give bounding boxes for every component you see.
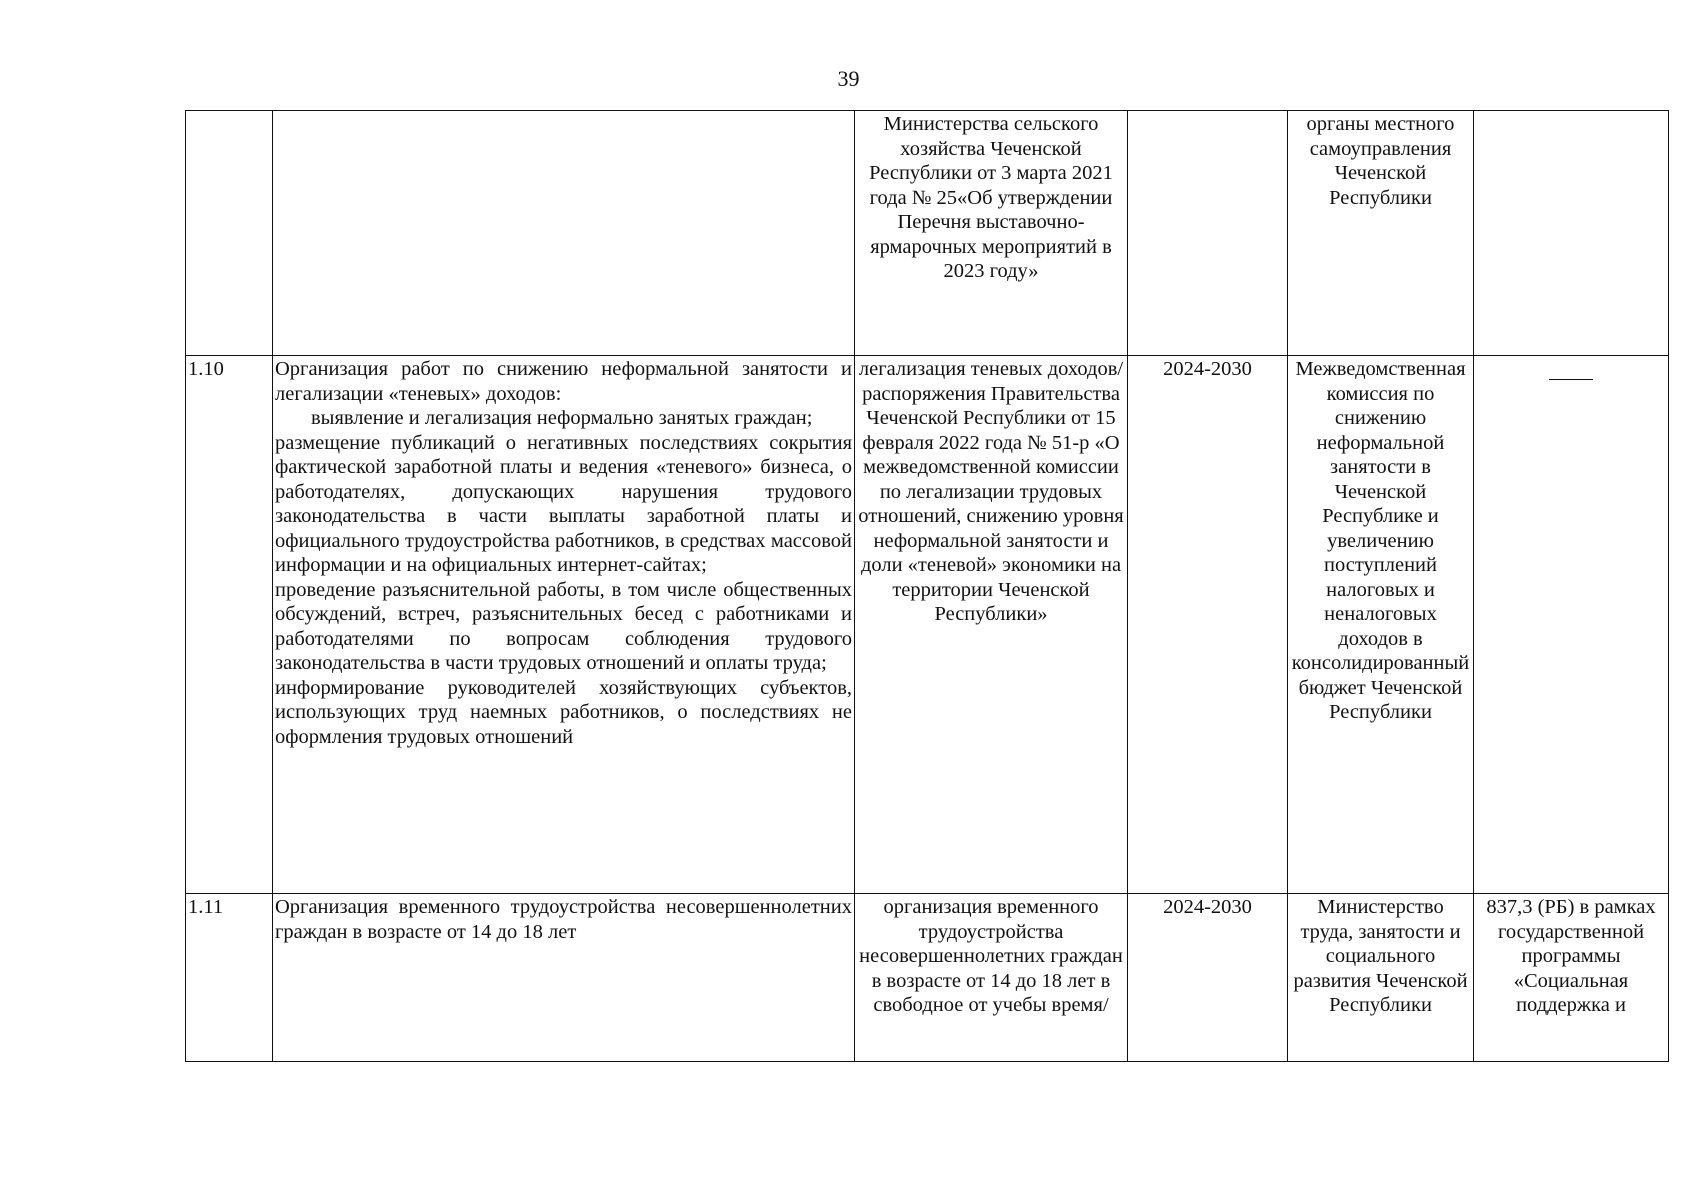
executor-cell: органы местного самоуправления Чеченской Республики <box>1288 111 1474 356</box>
description-paragraph: выявление и легализация неформально занятых граждан; <box>311 407 813 429</box>
period-cell: 2024-2030 <box>1128 894 1288 1062</box>
result-cell: легализация теневых доходов/ распоряжения Правительства Чеченской Республики от 15 февраля 2022 года № 51-р «О межведомственной комиссии по легализации трудовых отношений, снижению уровня неформальной занятости и доли «теневой» экономики на территории Чеченской Республики» <box>855 356 1128 894</box>
funding-cell <box>1474 356 1669 894</box>
description-paragraph: размещение публикаций о негативных последствиях сокрытия фактической заработной платы и ведения «теневого» бизнеса, о работодателях, допускающих нарушения трудового законодательства в части выплаты заработной платы и официального трудоустройства работников, в средствах массовой информации и на официальных интернет-сайтах; <box>275 431 852 576</box>
period-cell <box>1128 111 1288 356</box>
description-paragraph: информирование руководителей хозяйствующих субъектов, использующих труд наемных работников, о последствиях не оформления трудовых отношений <box>275 676 852 748</box>
description-cell <box>273 111 855 356</box>
executor-cell: Министерство труда, занятости и социального развития Чеченской Республики <box>1288 894 1474 1062</box>
executor-cell: Межведомственная комиссия по снижению неформальной занятости в Чеченской Республике и увеличению поступлений налоговых и неналоговых доходов в консолидированный бюджет Чеченской Республики <box>1288 356 1474 894</box>
table-row <box>186 356 1669 894</box>
row-number-cell: 1.10 <box>186 356 273 894</box>
description-cell <box>273 894 855 1062</box>
description-paragraph: Организация временного трудоустройства несовершеннолетних граждан в возрасте от 14 до 18 лет <box>275 896 852 943</box>
page-number: 39 <box>837 66 860 91</box>
result-cell: Министерства сельского хозяйства Чеченской Республики от 3 марта 2021 года № 25«Об утверждении Перечня выставочно-ярмарочных мероприятий в 2023 году» <box>855 111 1128 356</box>
row-number-cell <box>186 111 273 356</box>
period-cell: 2024-2030 <box>1128 356 1288 894</box>
measures-table <box>185 110 1669 1062</box>
funding-cell <box>1474 111 1669 356</box>
description-paragraph: проведение разъяснительной работы, в том числе общественных обсуждений, встреч, разъяснительных бесед с работниками и работодателями по вопросам соблюдения трудового законодательства в части трудовых отношений и оплаты труда; <box>275 578 852 674</box>
funding-cell: 837,3 (РБ) в рамках государственной программы «Социальная поддержка и <box>1474 894 1669 1062</box>
row-number-cell: 1.11 <box>186 894 273 1062</box>
empty-funding-dash <box>1549 379 1593 380</box>
table-row <box>186 111 1669 356</box>
description-cell <box>273 356 855 894</box>
description-paragraph: Организация работ по снижению неформальной занятости и легализации «теневых» доходов: <box>275 358 852 405</box>
result-cell: организация временного трудоустройства несовершеннолетних граждан в возрасте от 14 до 18 лет в свободное от учебы время/ <box>855 894 1128 1062</box>
table-row <box>186 894 1669 1062</box>
